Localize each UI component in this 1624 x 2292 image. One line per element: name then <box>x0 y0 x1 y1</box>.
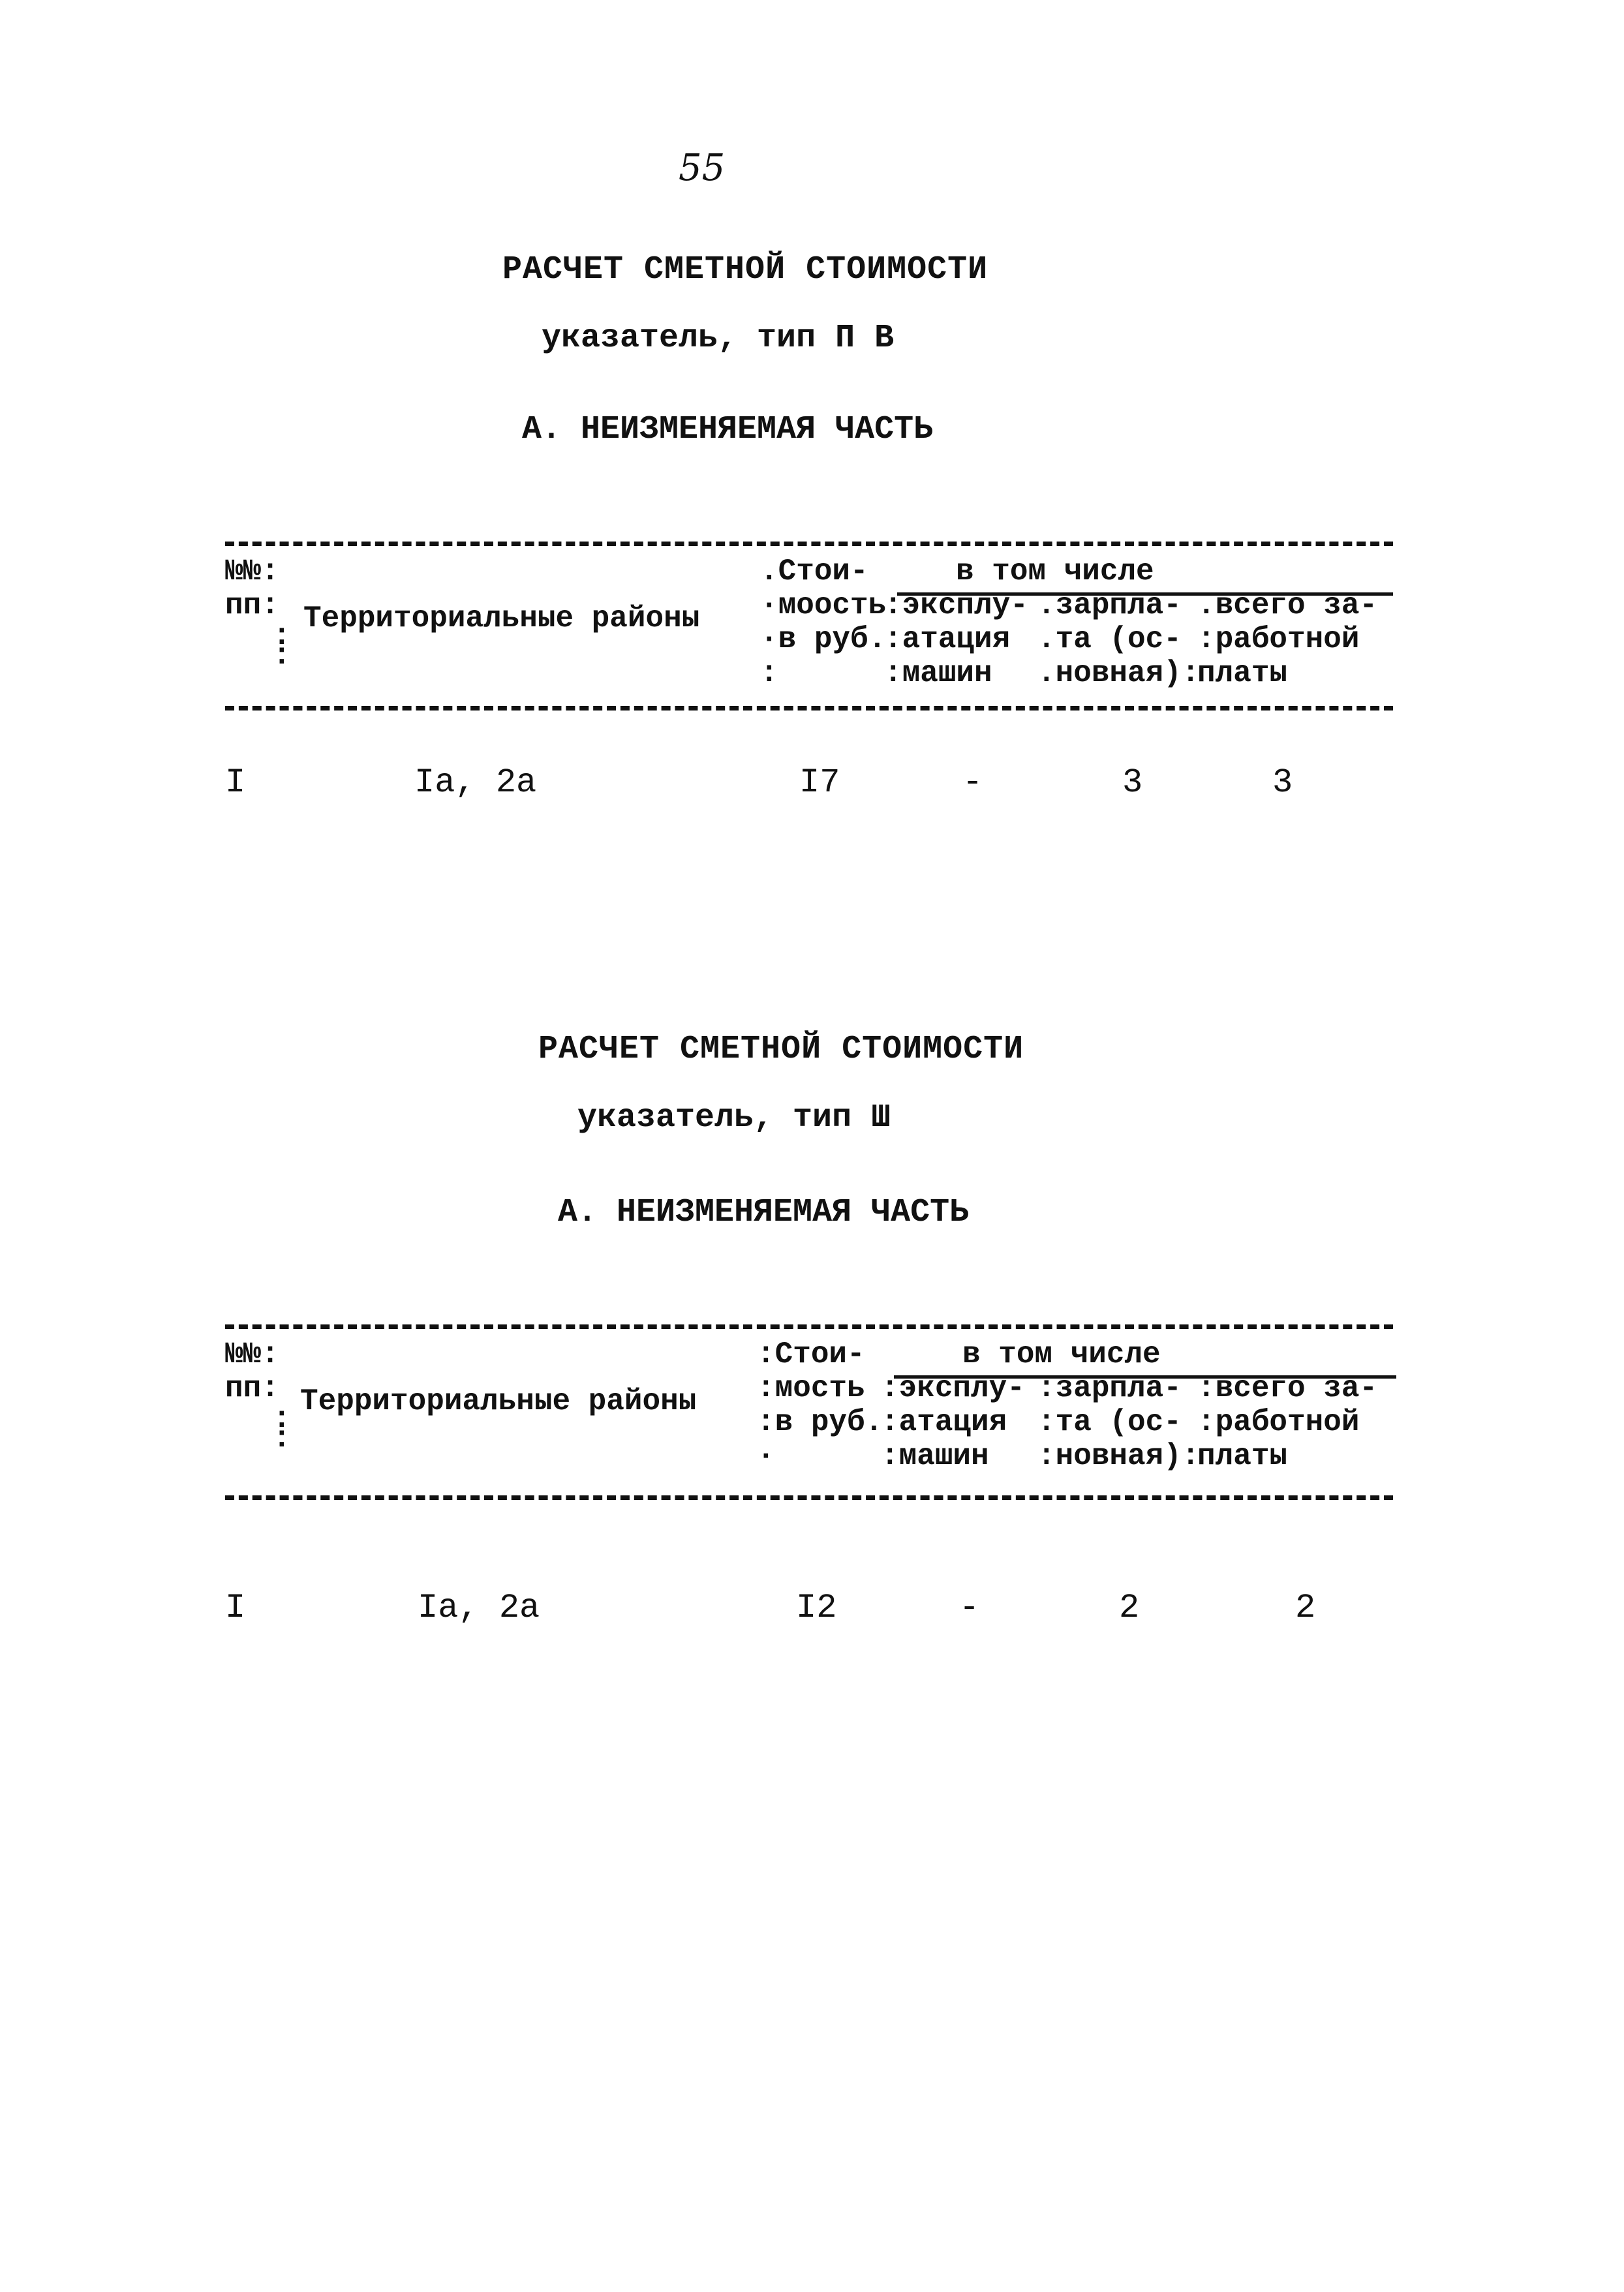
table-top-rule <box>225 542 1393 546</box>
section-1-subtitle: указатель, тип П В <box>542 320 895 357</box>
header-cost: :Стои- :мость :в руб. · <box>757 1337 883 1473</box>
section-1-title: РАСЧЕТ СМЕТНОЙ СТОИМОСТИ <box>502 251 988 288</box>
header-district: Территориальные районы <box>300 1384 697 1418</box>
table-row-salary: 2 <box>1119 1589 1140 1627</box>
table-row-num: I <box>225 1589 246 1627</box>
section-1-part: А. НЕИЗМЕНЯЕМАЯ ЧАСТЬ <box>522 411 934 448</box>
table-row-exploitation: - <box>962 763 983 802</box>
table-top-rule <box>225 1324 1393 1329</box>
header-salary: .зарпла- .та (ос- .новная): <box>1037 588 1200 690</box>
section-2-part: А. НЕИЗМЕНЯЕМАЯ ЧАСТЬ <box>558 1194 970 1231</box>
section-2-subtitle: указатель, тип Ш <box>577 1099 891 1137</box>
table-row-total: 3 <box>1272 763 1293 802</box>
table-header-rule <box>225 706 1393 711</box>
header-cost: .Стои- ·моость ·в руб. : <box>760 555 887 690</box>
header-district: Территориальные районы <box>303 602 700 635</box>
header-exploitation: :эксплу- :атация :машин <box>881 1371 1025 1473</box>
header-num: №№: пп: <box>225 555 279 622</box>
table-row-cost: I7 <box>799 763 840 802</box>
section-2-title: РАСЧЕТ СМЕТНОЙ СТОИМОСТИ <box>538 1031 1024 1068</box>
header-exploitation: :эксплу- :атация :машин <box>884 588 1028 690</box>
header-num: №№: пп: <box>225 1337 279 1405</box>
header-total-salary: .всего за- :работной платы <box>1197 588 1378 690</box>
header-total-salary: :всего за- :работной платы <box>1197 1371 1378 1473</box>
table-row-salary: 3 <box>1122 763 1143 802</box>
header-including-title: в том числе <box>962 1337 1161 1371</box>
table-row-total: 2 <box>1295 1589 1316 1627</box>
table-row-cost: I2 <box>796 1589 837 1627</box>
header-num-dots: : : <box>273 619 291 673</box>
table-header-rule <box>225 1495 1393 1500</box>
header-including-title: в том числе <box>956 555 1154 588</box>
page-number: 55 <box>679 147 726 189</box>
table-row-district: Iа, 2а <box>418 1589 540 1627</box>
header-num-dots: : : <box>273 1402 291 1456</box>
table-row-exploitation: - <box>959 1589 980 1627</box>
table-row-num: I <box>225 763 246 802</box>
header-salary: :зарпла- :та (ос- :новная): <box>1037 1371 1200 1473</box>
table-row-district: Iа, 2а <box>414 763 537 802</box>
